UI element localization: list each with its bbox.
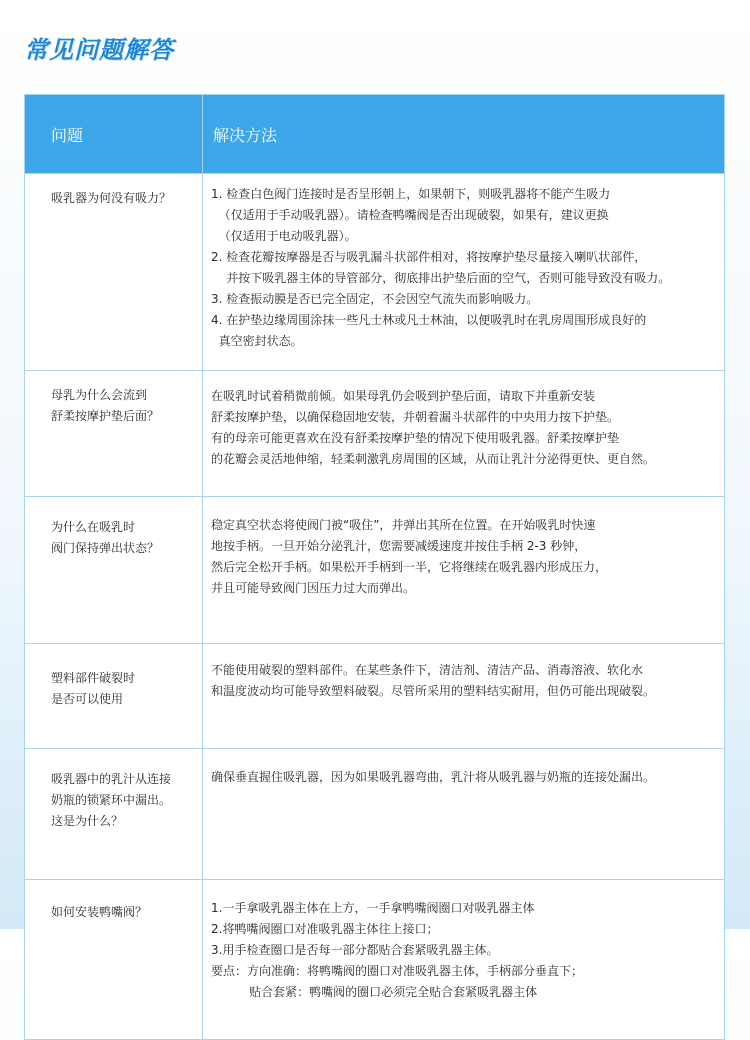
question-text: 吸乳器为何没有吸力？ bbox=[51, 191, 172, 205]
question-cell bbox=[25, 749, 203, 880]
question-cell bbox=[25, 174, 203, 371]
answer-cell bbox=[203, 880, 725, 1040]
header-question: 问题 bbox=[25, 95, 203, 174]
answer-line: 真空密封状态。 bbox=[211, 334, 303, 348]
question-text: 吸乳器中的乳汁从连接 奶瓶的锁紧环中漏出。 这是为什么？ bbox=[51, 772, 172, 828]
faq-row bbox=[25, 644, 725, 749]
faq-row bbox=[25, 880, 725, 1040]
answer-line: 并按下吸乳器主体的导管部分，彻底排出护垫后面的空气，否则可能导致没有吸力。 bbox=[211, 271, 671, 285]
answer-line: 和温度波动均可能导致塑料破裂。尽管所采用的塑料结实耐用，但仍可能出现破裂。 bbox=[211, 684, 656, 698]
faq-row bbox=[25, 497, 725, 644]
answer-cell bbox=[203, 174, 725, 371]
faq-row bbox=[25, 174, 725, 371]
answer-line: 2. 检查花瓣按摩器是否与吸乳漏斗状部件相对，将按摩护垫尽量接入喇叭状部件， bbox=[211, 250, 647, 264]
answer-line: 1.一手拿吸乳器主体在上方，一手拿鸭嘴阀圈口对吸乳器主体 bbox=[211, 901, 535, 915]
answer-line: （仅适用于手动吸乳器）。请检查鸭嘴阀是否出现破裂，如果有，建议更换 bbox=[211, 208, 609, 222]
faq-table bbox=[24, 94, 725, 1040]
answer-line: 1. 检查白色阀门连接时是否呈形朝上，如果朝下，则吸乳器将不能产生吸力 bbox=[211, 187, 611, 201]
answer-line: （仅适用于电动吸乳器）。 bbox=[211, 229, 357, 243]
faq-row bbox=[25, 371, 725, 497]
answer-line: 稳定真空状态将使阀门被“吸住”，并弹出其所在位置。在开始吸乳时快速 bbox=[211, 518, 596, 532]
answer-line: 贴合套紧：鸭嘴阀的圈口必须完全贴合套紧吸乳器主体 bbox=[211, 985, 538, 999]
question-text: 母乳为什么会流到 舒柔按摩护垫后面？ bbox=[51, 388, 160, 423]
answer-cell bbox=[203, 497, 725, 644]
header-solution: 解决方法 bbox=[203, 95, 725, 174]
answer-line: 有的母亲可能更喜欢在没有舒柔按摩护垫的情况下使用吸乳器。舒柔按摩护垫 bbox=[211, 431, 620, 445]
page-title: 常见问题解答 bbox=[24, 36, 174, 64]
answer-line: 舒柔按摩护垫，以确保稳固地安装，并朝着漏斗状部件的中央用力按下护垫。 bbox=[211, 410, 620, 424]
answer-line: 然后完全松开手柄。如果松开手柄到一半，它将继续在吸乳器内形成压力， bbox=[211, 560, 608, 574]
answer-line: 2.将鸭嘴阀圈口对准吸乳器主体往上接口； bbox=[211, 922, 439, 936]
answer-line: 确保垂直握住吸乳器，因为如果吸乳器弯曲，乳汁将从吸乳器与奶瓶的连接处漏出。 bbox=[211, 770, 656, 784]
faq-row bbox=[25, 749, 725, 880]
answer-cell bbox=[203, 644, 725, 749]
answer-line: 并且可能导致阀门因压力过大而弹出。 bbox=[211, 581, 416, 595]
answer-cell bbox=[203, 371, 725, 497]
answer-line: 要点：方向准确：将鸭嘴阀的圈口对准吸乳器主体，手柄部分垂直下； bbox=[211, 964, 584, 978]
answer-line: 地按手柄。一旦开始分泌乳汁，您需要减缓速度并按住手柄 2-3 秒钟， bbox=[211, 539, 587, 553]
answer-cell bbox=[203, 749, 725, 880]
answer-line: 不能使用破裂的塑料部件。在某些条件下，清洁剂、清洁产品、消毒溶液、软化水 bbox=[211, 663, 644, 677]
answer-line: 3. 检查振动膜是否已完全固定，不会因空气流失而影响吸力。 bbox=[211, 292, 539, 306]
question-text: 如何安装鸭嘴阀？ bbox=[51, 905, 148, 919]
question-cell bbox=[25, 497, 203, 644]
question-text: 为什么在吸乳时 阀门保持弹出状态？ bbox=[51, 520, 160, 555]
question-cell bbox=[25, 371, 203, 497]
answer-line: 4. 在护垫边缘周围涂抹一些凡士林或凡士林油，以便吸乳时在乳房周围形成良好的 bbox=[211, 313, 647, 327]
question-text: 塑料部件破裂时 是否可以使用 bbox=[51, 671, 136, 706]
question-cell bbox=[25, 644, 203, 749]
question-cell bbox=[25, 880, 203, 1040]
table-header-row bbox=[25, 95, 725, 174]
answer-line: 3.用手检查圈口是否每一部分都贴合套紧吸乳器主体。 bbox=[211, 943, 499, 957]
answer-line: 的花瓣会灵活地伸缩，轻柔刺激乳房周围的区域，从而让乳汁分泌得更快、更自然。 bbox=[211, 452, 656, 466]
answer-line: 在吸乳时试着稍微前倾。如果母乳仍会吸到护垫后面，请取下并重新安装 bbox=[211, 389, 596, 403]
